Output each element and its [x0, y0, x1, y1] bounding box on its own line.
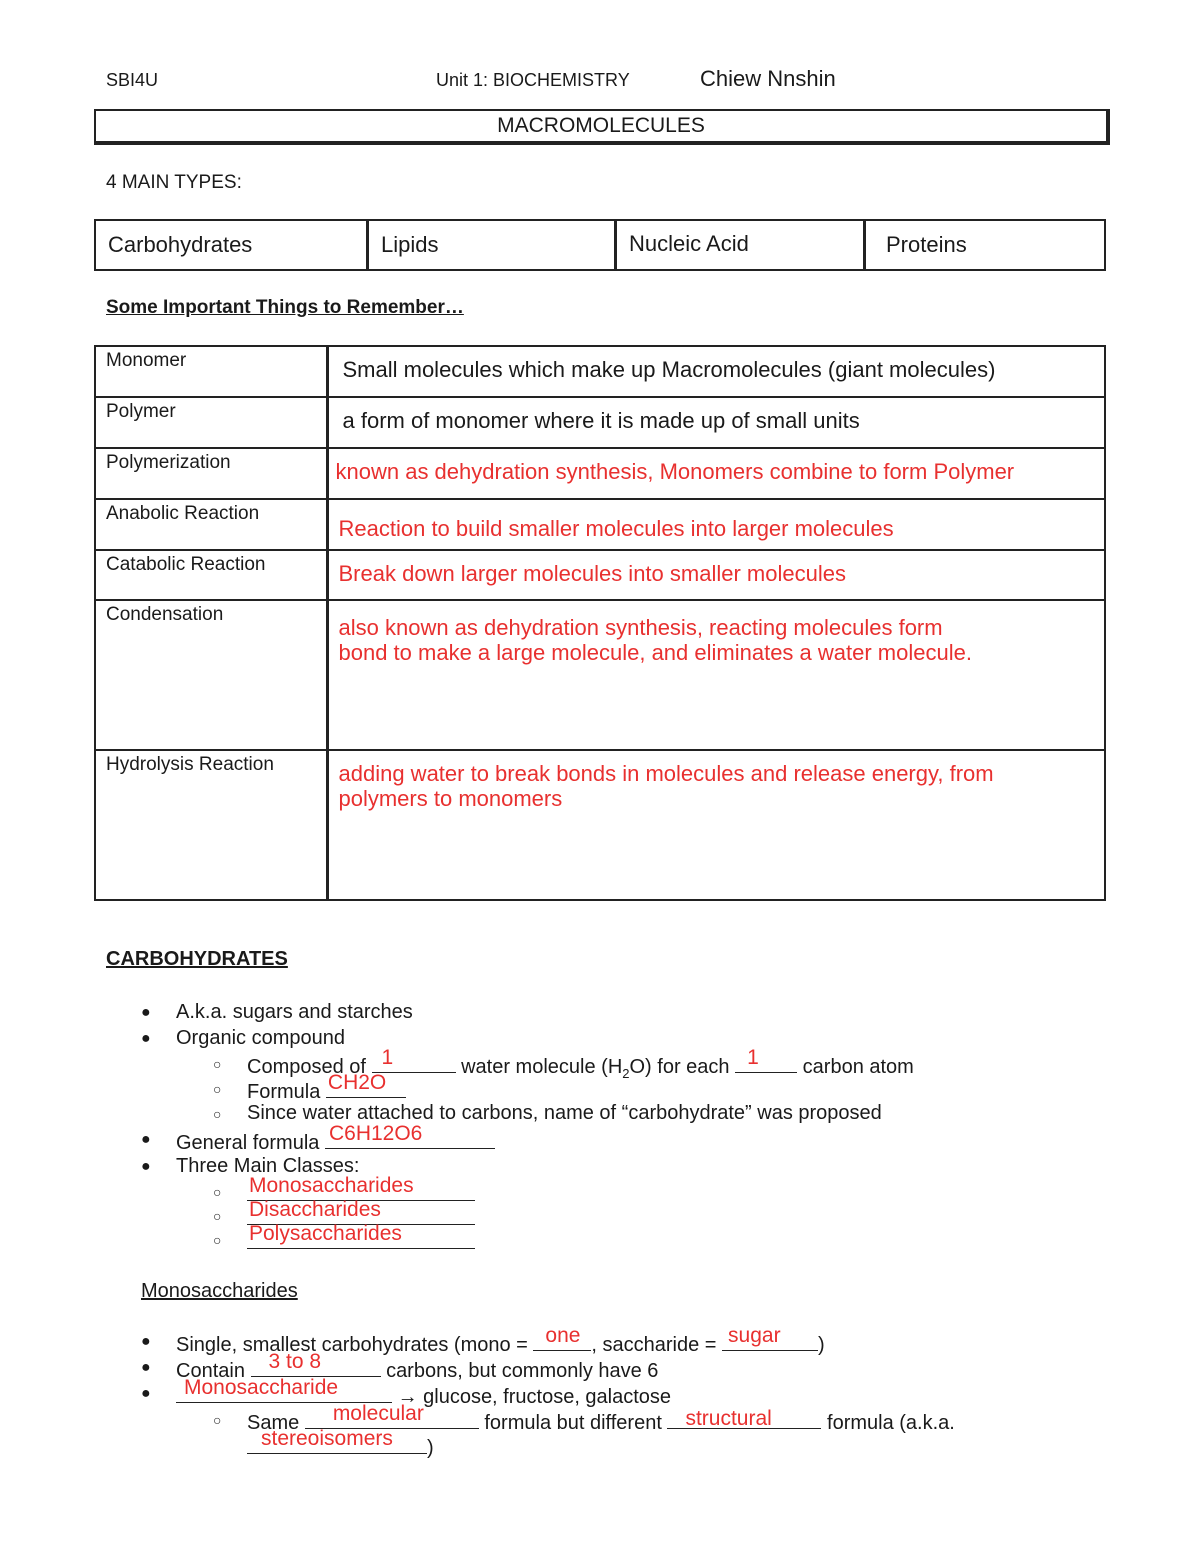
carbohydrates-heading: CARBOHYDRATES — [106, 948, 288, 970]
bullet-icon: ● — [141, 1004, 151, 1021]
answer-blank[interactable]: Polysaccharides — [247, 1228, 475, 1249]
list-item: Composed of 1 water molecule $(H_2O)$ for each 1 carbon atom — [247, 1046, 914, 1081]
definition-cell: also known as dehydration synthesis, reacting molecules form bond to make a large molecule, and eliminates a water molecule. — [327, 600, 1105, 750]
list-item: Single, smallest carbohydrates (mono = one , saccharide = sugar ) — [176, 1324, 825, 1356]
definition-cell: adding water to break bonds in molecules and release energy, from polymers to monomers — [327, 750, 1105, 900]
circle-bullet-icon: ○ — [213, 1106, 222, 1122]
table-row — [95, 499, 1105, 550]
definition-cell: Small molecules which make up Macromolecules (giant molecules) — [327, 346, 1105, 397]
answer-blank[interactable]: stereoisomers — [247, 1433, 427, 1454]
answer-blank[interactable]: 1 — [372, 1052, 456, 1073]
type-cell: Nucleic Acid — [616, 220, 865, 270]
type-cell: Carbohydrates — [95, 220, 368, 270]
circle-bullet-icon: ○ — [213, 1056, 222, 1072]
term-cell: Anabolic Reaction — [95, 499, 327, 550]
answer-blank[interactable]: Monosaccharides — [247, 1180, 475, 1201]
bullet-icon: ● — [141, 1333, 151, 1350]
circle-bullet-icon: ○ — [213, 1208, 222, 1224]
list-item: Contain 3 to 8 carbons, but commonly have 6 — [176, 1350, 659, 1382]
table-row — [95, 550, 1105, 600]
circle-bullet-icon: ○ — [213, 1412, 222, 1428]
answer-blank[interactable]: molecular — [305, 1408, 479, 1429]
list-item: Three Main Classes: — [176, 1155, 360, 1177]
list-item — [247, 1222, 475, 1255]
answer-blank[interactable]: 3 to 8 — [251, 1356, 381, 1377]
list-item: Organic compound — [176, 1027, 345, 1049]
bullet-icon: ● — [141, 1385, 151, 1402]
definition-cell: a form of monomer where it is made up of small units — [327, 397, 1105, 448]
answer-blank[interactable]: Disaccharides — [247, 1204, 475, 1225]
bullet-icon: ● — [141, 1131, 151, 1148]
list-item: A.k.a. sugars and starches — [176, 1001, 413, 1023]
table-row — [95, 448, 1105, 499]
definition-cell: known as dehydration synthesis, Monomers combine to form Polymer — [327, 448, 1105, 499]
course-code: SBI4U — [106, 70, 159, 90]
list-item: Monosaccharide → glucose, fructose, galactose — [176, 1382, 671, 1409]
list-item: Formula CH2O — [247, 1077, 406, 1104]
bullet-icon: ● — [141, 1359, 151, 1376]
term-cell: Catabolic Reaction — [95, 550, 327, 600]
term-cell: Polymerization — [95, 448, 327, 499]
answer-blank[interactable]: CH2O — [326, 1077, 406, 1098]
definition-cell: Break down larger molecules into smaller molecules — [327, 550, 1105, 600]
answer-blank[interactable]: Monosaccharide — [176, 1382, 392, 1403]
circle-bullet-icon: ○ — [213, 1232, 222, 1248]
types-table — [94, 219, 1106, 271]
list-item: Same molecular formula but different structural formula (a.k.a. — [247, 1402, 955, 1434]
answer-blank[interactable]: structural — [667, 1408, 821, 1429]
circle-bullet-icon: ○ — [213, 1184, 222, 1200]
table-row — [95, 346, 1105, 397]
list-item: Since water attached to carbons, name of “carbohydrate” was proposed — [247, 1102, 882, 1124]
table-row — [95, 397, 1105, 448]
student-name: Chiew Nnshin — [700, 66, 836, 91]
answer-blank[interactable]: one — [533, 1330, 591, 1351]
main-types-label: 4 MAIN TYPES: — [106, 172, 242, 193]
remember-heading: Some Important Things to Remember… — [106, 297, 464, 318]
answer-blank[interactable]: C6H12O6 — [325, 1128, 495, 1149]
page-title: MACROMOLECULES — [94, 109, 1110, 145]
definition-cell: Reaction to build smaller molecules into larger molecules — [327, 499, 1105, 550]
answer-blank[interactable]: 1 — [735, 1052, 797, 1073]
answer-blank[interactable]: sugar — [722, 1330, 818, 1351]
terms-table — [94, 345, 1106, 901]
type-cell: Lipids — [368, 220, 616, 270]
table-row — [95, 750, 1105, 900]
list-item: General formula C6H12O6 — [176, 1128, 495, 1155]
term-cell: Monomer — [95, 346, 327, 397]
bullet-icon: ● — [141, 1030, 151, 1047]
term-cell: Polymer — [95, 397, 327, 448]
table-row — [95, 600, 1105, 750]
right-arrow-icon: → — [397, 1386, 418, 1408]
unit-title: Unit 1: BIOCHEMISTRY — [436, 70, 630, 90]
circle-bullet-icon: ○ — [213, 1081, 222, 1097]
monosaccharides-heading: Monosaccharides — [141, 1280, 298, 1302]
term-cell: Hydrolysis Reaction — [95, 750, 327, 900]
type-cell: Proteins — [865, 220, 1106, 270]
term-cell: Condensation — [95, 600, 327, 750]
list-item: stereoisomers ) — [247, 1433, 434, 1460]
bullet-icon: ● — [141, 1158, 151, 1175]
